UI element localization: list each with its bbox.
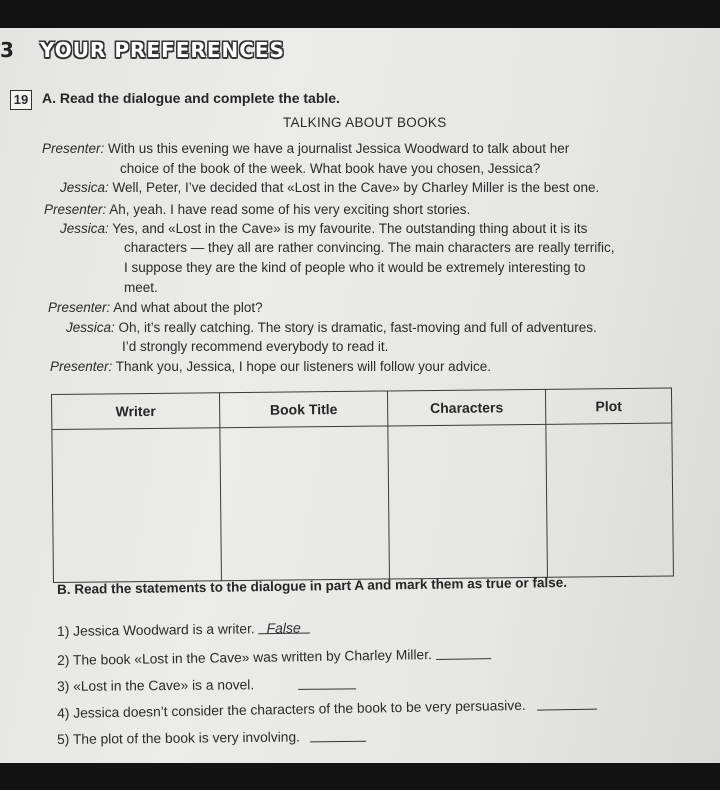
exercise-number: 19	[10, 90, 32, 110]
dialogue-line	[66, 320, 597, 335]
dialogue-line	[124, 280, 158, 295]
line-text: meet.	[124, 280, 158, 295]
line-text: choice of the book of the week. What book have you chosen, Jessica?	[120, 161, 541, 176]
answer-blank[interactable]	[537, 696, 597, 711]
dialogue-line	[44, 202, 470, 217]
answer-blank[interactable]	[298, 675, 356, 690]
line-text: Thank you, Jessica, I hope our listeners will follow your advice.	[112, 359, 491, 374]
answer-blank[interactable]	[258, 619, 310, 637]
line-text: With us this evening we have a journalist Jessica Woodward to talk about her	[104, 141, 570, 156]
dialogue-line	[50, 359, 491, 374]
part-a-instruction: A. Read the dialogue and complete the table.	[42, 90, 340, 106]
characters-cell[interactable]	[388, 424, 548, 579]
statement-item	[57, 728, 366, 747]
header-writer: Writer	[52, 393, 220, 430]
dialogue-line	[42, 141, 569, 156]
dialogue-line	[124, 240, 614, 255]
line-text: Ah, yeah. I have read some of his very exciting short stories.	[106, 202, 471, 217]
unit-number: 3	[0, 38, 14, 62]
textbook-page	[0, 28, 720, 763]
dialogue-line	[48, 300, 263, 315]
header-book-title: Book Title	[219, 391, 387, 428]
answer-text	[298, 676, 306, 692]
statement-text: 2) The book «Lost in the Cave» was written by Charley Miller.	[57, 647, 432, 668]
statement-item	[57, 619, 311, 639]
statement-item	[57, 696, 598, 721]
table-row	[52, 423, 674, 582]
line-text: Yes, and «Lost in the Cave» is my favourite. The outstanding thing about it is its	[108, 221, 588, 236]
writer-cell[interactable]	[52, 428, 222, 583]
statement-text: 1) Jessica Woodward is a writer.	[57, 621, 255, 639]
answer-text	[310, 728, 318, 744]
header-characters: Characters	[387, 389, 545, 426]
statement-text: 4) Jessica doesn’t consider the characters of the book to be very persuasive.	[57, 697, 526, 721]
answer-text	[436, 646, 444, 662]
part-b-instruction: B. Read the statements to the dialogue in part A and mark them as true or false.	[57, 574, 568, 597]
dialogue-line	[60, 180, 599, 195]
plot-cell[interactable]	[546, 423, 674, 577]
speaker-label: Presenter:	[44, 202, 107, 217]
header-plot: Plot	[545, 388, 671, 424]
dialogue-line	[60, 221, 587, 236]
speaker-label: Presenter:	[50, 359, 113, 374]
statement-item	[57, 645, 491, 668]
line-text: characters — they all are rather convincing. The main characters are really terrific,	[124, 240, 615, 255]
line-text: Oh, it’s really catching. The story is dramatic, fast-moving and full of adventures.	[114, 320, 597, 335]
speaker-label: Presenter:	[42, 141, 105, 156]
line-text: Well, Peter, I’ve decided that «Lost in the Cave» by Charley Miller is the best one.	[108, 180, 600, 195]
dialogue-line	[124, 260, 586, 275]
unit-title: YOUR PREFERENCES	[40, 38, 285, 62]
book-title-cell[interactable]	[220, 426, 390, 581]
speaker-label: Jessica:	[60, 221, 109, 236]
statement-text: 5) The plot of the book is very involving.	[57, 729, 301, 747]
dialogue-title: TALKING ABOUT BOOKS	[283, 115, 447, 130]
answer-blank[interactable]	[310, 728, 366, 743]
dialogue-line	[120, 161, 540, 176]
statement-text: 3) «Lost in the Cave» is a novel.	[57, 677, 255, 694]
speaker-label: Jessica:	[60, 180, 109, 195]
line-text: I’d strongly recommend everybody to read it.	[122, 339, 389, 354]
statement-item	[57, 675, 356, 694]
answer-text: False	[266, 619, 301, 637]
answer-text	[537, 696, 545, 712]
answer-blank[interactable]	[436, 645, 491, 660]
line-text: I suppose they are the kind of people who it would be extremely interesting to	[124, 260, 586, 275]
dialogue-line	[122, 339, 388, 354]
book-table	[51, 387, 674, 582]
speaker-label: Presenter:	[48, 300, 111, 315]
speaker-label: Jessica:	[66, 320, 115, 335]
line-text: And what about the plot?	[110, 300, 263, 315]
